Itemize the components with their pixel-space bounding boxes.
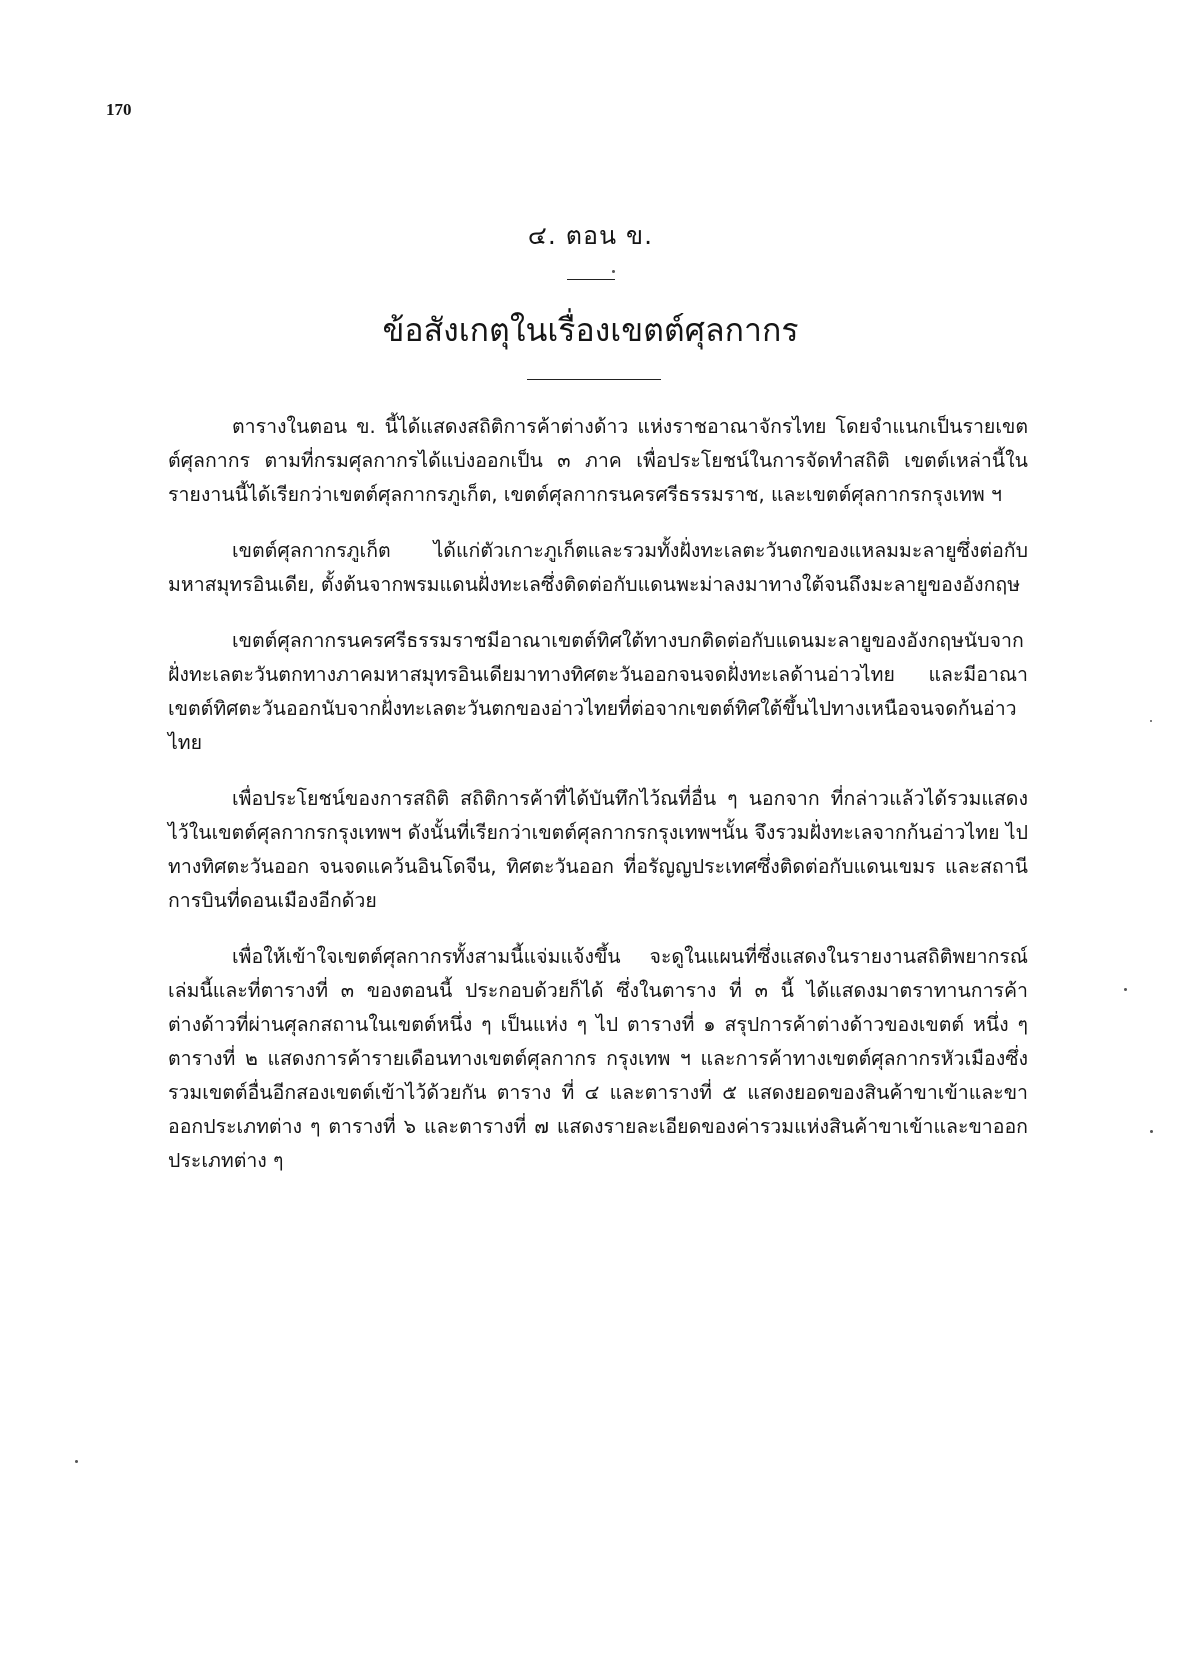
scan-speck bbox=[612, 270, 615, 273]
paragraph-1: ตารางในตอน ข. นี้ได้แสดงสถิติการค้าต่างด้าว แห่งราชอาณาจักรไทย โดยจำแนกเป็นรายเขตต์ศุลกากร ตามที่กรมศุลกากรได้แบ่งออกเป็น ๓ ภาค เพื่อประโยชน์ในการจัดทำสถิติ เขตต์เหล่านี้ในรายงานนี้ได้เรียกว่าเขตต์ศุลกากรภูเก็ต, เขตต์ศุลกากรนครศรีธรรมราช, และเขตต์ศุลกากรกรุงเทพ ฯ bbox=[168, 415, 1028, 506]
title-divider-short bbox=[567, 279, 615, 280]
scan-speck bbox=[1150, 720, 1152, 722]
main-heading: ข้อสังเกตุในเรื่องเขตต์ศุลกากร bbox=[382, 311, 799, 349]
paragraph-2: เขตต์ศุลกากรภูเก็ต ได้แก่ตัวเกาะภูเก็ตและรวมทั้งฝั่งทะเลตะวันตกของแหลมมะลายูซึ่งต่อกับมหาสมุทรอินเดีย, ตั้งต้นจากพรมแดนฝั่งทะเลซึ่งติดต่อกับแดนพะม่าลงมาทางใต้จนถึงมะลายูของอังกฤษ bbox=[168, 539, 1028, 596]
paragraph-5: เพื่อให้เข้าใจเขตต์ศุลกากรทั้งสามนี้แจ่มแจ้งขึ้น จะดูในแผนที่ซึ่งแสดงในรายงานสถิติพยากรณ์เล่มนี้และที่ตารางที่ ๓ ของตอนนี้ ประกอบด้วยก็ได้ ซึ่งในตาราง ที่ ๓ นี้ ได้แสดงมาตราทานการค้าต่างด้าวที่ผ่านศุลกสถานในเขตต์หนึ่ง ๆ เป็นแห่ง ๆ ไป ตารางที่ ๑ สรุปการค้าต่างด้าวของเขตต์ หนึ่ง ๆ ตารางที่ ๒ แสดงการค้ารายเดือนทางเขตต์ศุลกากร กรุงเทพ ฯ และการค้าทางเขตต์ศุลกากรหัวเมืองซึ่งรวมเขตต์อื่นอีกสองเขตต์เข้าไว้ด้วยกัน ตาราง ที่ ๔ และตารางที่ ๕ แสดงยอดของสินค้าขาเข้าและขาออกประเภทต่าง ๆ ตารางที่ ๖ และตารางที่ ๗ แสดงรายละเอียดของค่ารวมแห่งสินค้าขาเข้าและขาออกประเภทต่าง ๆ bbox=[168, 945, 1028, 1172]
page-number: 170 bbox=[106, 100, 132, 119]
paragraph-3: เขตต์ศุลกากรนครศรีธรรมราชมีอาณาเขตต์ทิศใต้ทางบกติดต่อกับแดนมะลายูของอังกฤษนับจากฝั่งทะเลตะวันตกทางภาคมหาสมุทรอินเดียมาทางทิศตะวันออกจนจดฝั่งทะเลด้านอ่าวไทย และมีอาณาเขตต์ทิศตะวันออกนับจากฝั่งทะเลตะวันตกของอ่าวไทยที่ต่อจากเขตต์ทิศใต้ขึ้นไปทางเหนือจนจดก้นอ่าวไทย bbox=[168, 629, 1028, 754]
scan-speck bbox=[1150, 1130, 1153, 1133]
body-text bbox=[168, 410, 1028, 1200]
scan-speck bbox=[75, 1460, 78, 1463]
paragraph-4: เพื่อประโยชน์ของการสถิติ สถิติการค้าที่ได้บันทึกไว้ณที่อื่น ๆ นอกจาก ที่กล่าวแล้วได้รวมแสดงไว้ในเขตต์ศุลกากรกรุงเทพฯ ดังนั้นที่เรียกว่าเขตต์ศุลกากรกรุงเทพฯนั้น จึงรวมฝั่งทะเลจากก้นอ่าวไทย ไปทางทิศตะวันออก จนจดแคว้นอินโดจีน, ทิศตะวันออก ที่อรัญญประเทศซึ่งติดต่อกับแดนเขมร และสถานีการบินที่ดอนเมืองอีกด้วย bbox=[168, 787, 1028, 912]
scan-speck bbox=[1124, 988, 1127, 991]
heading-divider bbox=[527, 379, 661, 380]
section-title: ๔. ตอน ข. bbox=[527, 221, 654, 250]
